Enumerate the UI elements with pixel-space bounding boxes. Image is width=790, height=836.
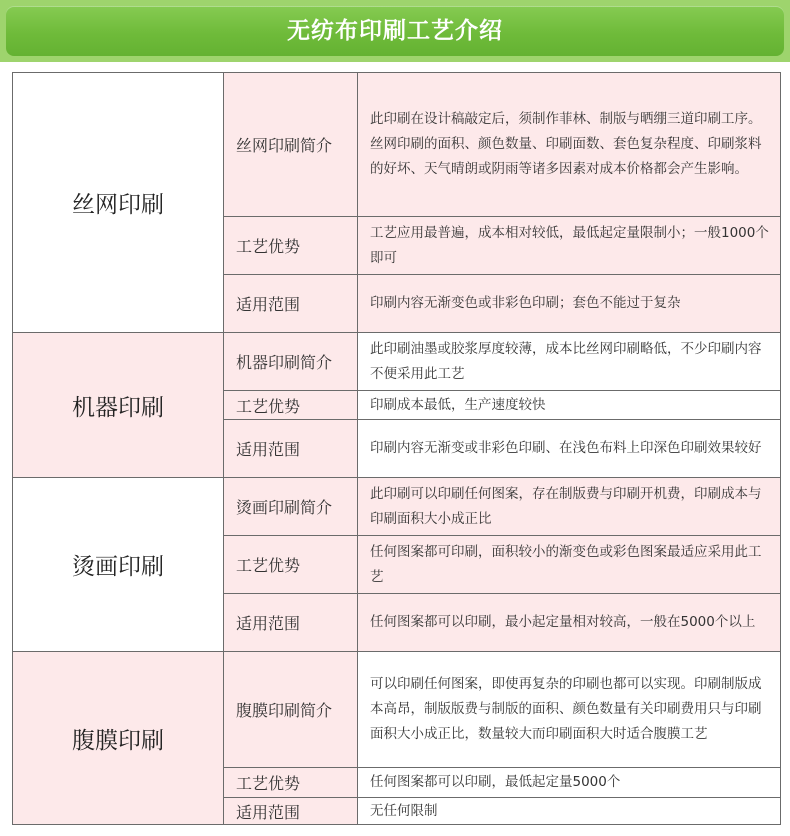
advantage-text: 任何图案都可以印刷，最低起定量5000个 bbox=[358, 768, 781, 798]
table-row bbox=[13, 478, 781, 536]
category-cell: 烫画印刷 bbox=[13, 478, 224, 652]
category-cell: 机器印刷 bbox=[13, 333, 224, 478]
scope-text: 无任何限制 bbox=[358, 798, 781, 825]
intro-text bbox=[358, 333, 781, 391]
intro-label: 机器印刷简介 bbox=[224, 333, 358, 391]
intro-label: 烫画印刷简介 bbox=[224, 478, 358, 536]
table-row bbox=[13, 73, 781, 217]
intro-line: 可以印刷任何图案，即使再复杂的印刷也都可以实现。印刷制版成本高昂，制版版费与制版的面积、颜色数量有关印刷费用只与印刷面积大小成正比，数量较大而印刷面积大时适合腹膜工艺 bbox=[370, 676, 762, 742]
intro-line: 此印刷油墨或胶浆厚度较薄，成本比丝网印刷略低，不少印刷内容不便采用此工艺 bbox=[370, 340, 762, 382]
page-title: 无纺布印刷工艺介绍 bbox=[287, 18, 503, 44]
table-row bbox=[13, 652, 781, 768]
category-cell: 丝网印刷 bbox=[13, 73, 224, 333]
table-row bbox=[13, 333, 781, 391]
intro-line: 此印刷在设计稿敲定后，须制作菲林、制版与晒绷三道印刷工序。 bbox=[370, 111, 762, 127]
advantage-label: 工艺优势 bbox=[224, 217, 358, 275]
category-cell: 腹膜印刷 bbox=[13, 652, 224, 825]
advantage-label: 工艺优势 bbox=[224, 768, 358, 798]
advantage-text: 印刷成本最低，生产速度较快 bbox=[358, 391, 781, 420]
scope-text: 印刷内容无渐变色或非彩色印刷；套色不能过于复杂 bbox=[358, 275, 781, 333]
advantage-label: 工艺优势 bbox=[224, 536, 358, 594]
printing-process-table bbox=[12, 72, 781, 825]
scope-label: 适用范围 bbox=[224, 798, 358, 825]
scope-text: 印刷内容无渐变或非彩色印刷、在浅色布料上印深色印刷效果较好 bbox=[358, 420, 781, 478]
advantage-text: 任何图案都可印刷，面积较小的渐变色或彩色图案最适应采用此工艺 bbox=[358, 536, 781, 594]
intro-label: 丝网印刷简介 bbox=[224, 73, 358, 217]
scope-label: 适用范围 bbox=[224, 594, 358, 652]
intro-line: 丝网印刷的面积、颜色数量、印刷面数、套色复杂程度、印刷浆料的好坏、天气晴朗或阴雨等诸多因素对成本价格都会产生影响。 bbox=[370, 136, 762, 177]
scope-label: 适用范围 bbox=[224, 420, 358, 478]
scope-text: 任何图案都可以印刷，最小起定量相对较高，一般在5000个以上 bbox=[358, 594, 781, 652]
scope-label: 适用范围 bbox=[224, 275, 358, 333]
intro-text bbox=[358, 73, 781, 217]
advantage-text: 工艺应用最普遍，成本相对较低，最低起定量限制小；一般1000个即可 bbox=[358, 217, 781, 275]
intro-line: 此印刷可以印刷任何图案，存在制版费与印刷开机费，印刷成本与印刷面积大小成正比 bbox=[370, 485, 762, 527]
intro-label: 腹膜印刷简介 bbox=[224, 652, 358, 768]
intro-text bbox=[358, 652, 781, 768]
advantage-label: 工艺优势 bbox=[224, 391, 358, 420]
intro-text bbox=[358, 478, 781, 536]
